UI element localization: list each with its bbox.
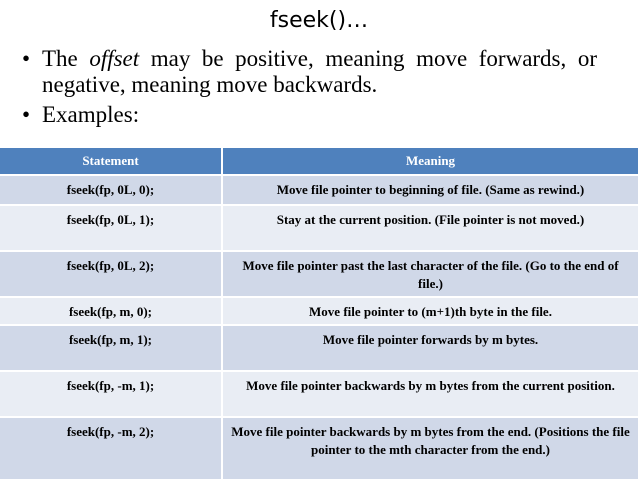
bullet-item xyxy=(22,102,597,128)
table-header-row xyxy=(0,148,638,175)
cell-statement: fseek(fp, 0L, 0); xyxy=(0,175,222,205)
cell-statement: fseek(fp, -m, 2); xyxy=(0,417,222,479)
header-statement: Statement xyxy=(0,148,222,175)
table-row xyxy=(0,325,638,371)
cell-meaning: Move file pointer backwards by m bytes from the end. (Positions the file pointer to the mth character from the end.) xyxy=(222,417,638,479)
cell-statement: fseek(fp, m, 0); xyxy=(0,297,222,325)
slide-title: fseek()… xyxy=(269,8,369,33)
cell-meaning: Move file pointer past the last character of the file. (Go to the end of file.) xyxy=(222,251,638,297)
cell-meaning: Move file pointer to beginning of file. (Same as rewind.) xyxy=(222,175,638,205)
cell-statement: fseek(fp, 0L, 1); xyxy=(0,205,222,251)
bullet-dot-icon: • xyxy=(22,102,31,127)
bullet-item xyxy=(22,46,597,98)
table-row xyxy=(0,417,638,479)
bullet-text xyxy=(42,46,597,98)
cell-statement: fseek(fp, -m, 1); xyxy=(0,371,222,417)
table-row xyxy=(0,251,638,297)
cell-meaning: Move file pointer forwards by m bytes. xyxy=(222,325,638,371)
table-row xyxy=(0,175,638,205)
table-row xyxy=(0,297,638,325)
bullet-list xyxy=(22,46,597,132)
bullet-text-after: may be positive, meaning move forwards, or negative, meaning move backwards. xyxy=(42,46,597,97)
bullet-dot-icon: • xyxy=(22,46,31,71)
table-row xyxy=(0,205,638,251)
cell-meaning: Move file pointer to (m+1)th byte in the file. xyxy=(222,297,638,325)
table-row xyxy=(0,371,638,417)
bullet-text-before: The xyxy=(42,46,90,71)
fseek-examples-table xyxy=(0,148,638,479)
bullet-text: Examples: xyxy=(42,102,140,127)
bullet-emphasis: offset xyxy=(89,46,140,71)
cell-meaning: Move file pointer backwards by m bytes from the current position. xyxy=(222,371,638,417)
cell-meaning: Stay at the current position. (File pointer is not moved.) xyxy=(222,205,638,251)
header-meaning: Meaning xyxy=(222,148,638,175)
cell-statement: fseek(fp, m, 1); xyxy=(0,325,222,371)
cell-statement: fseek(fp, 0L, 2); xyxy=(0,251,222,297)
